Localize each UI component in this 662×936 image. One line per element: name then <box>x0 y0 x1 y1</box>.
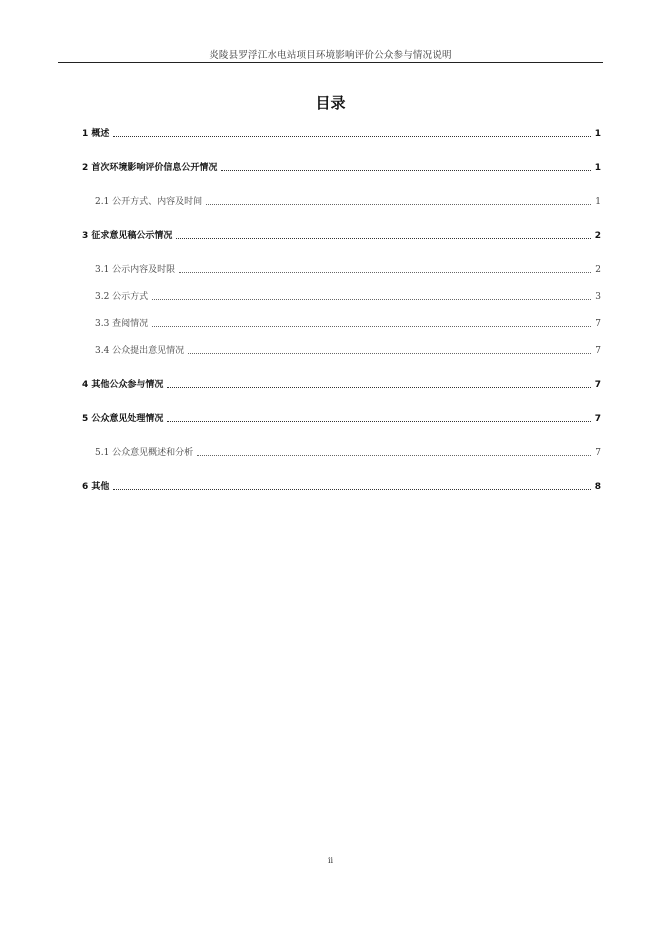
toc-entry-1[interactable] <box>82 126 601 140</box>
toc-entry-label: 3.3 查阅情况 <box>95 319 149 329</box>
toc-title: 目录 <box>315 94 346 112</box>
toc-entry-3-2[interactable] <box>95 289 601 303</box>
toc-dot-leader <box>197 455 591 456</box>
page-number: ii <box>327 856 334 865</box>
toc-dot-leader <box>167 387 590 388</box>
toc-entry-2[interactable] <box>82 160 601 174</box>
toc-entry-3[interactable] <box>82 228 601 242</box>
toc-entry-6[interactable] <box>82 479 601 493</box>
toc-entry-label: 3.1 公示内容及时限 <box>95 265 176 275</box>
toc-entry-3-1[interactable] <box>95 262 601 276</box>
toc-entry-page: 7 <box>595 448 601 458</box>
toc-dot-leader <box>179 272 591 273</box>
toc-entry-3-3[interactable] <box>95 316 601 330</box>
toc-entry-page: 8 <box>594 482 601 492</box>
toc-entry-page: 7 <box>594 380 601 390</box>
toc-dot-leader <box>113 136 590 137</box>
header-rule <box>58 62 603 63</box>
toc-entry-5-1[interactable] <box>95 445 601 459</box>
toc-entry-2-1[interactable] <box>95 194 601 208</box>
toc-dot-leader <box>206 204 591 205</box>
toc-entry-page: 1 <box>595 197 601 207</box>
toc-entry-page: 2 <box>594 231 601 241</box>
toc-entry-page: 3 <box>595 292 601 302</box>
toc-entry-3-4[interactable] <box>95 343 601 357</box>
toc-entry-label: 3 征求意见稿公示情况 <box>82 231 173 241</box>
toc-entry-label: 4 其他公众参与情况 <box>82 380 164 390</box>
running-header: 炎陵县罗浮江水电站项目环境影响评价公众参与情况说明 <box>209 50 452 61</box>
toc-entry-page: 7 <box>595 346 601 356</box>
toc-dot-leader <box>152 326 591 327</box>
toc-entry-4[interactable] <box>82 377 601 391</box>
toc-entry-label: 5 公众意见处理情况 <box>82 414 164 424</box>
toc-entry-label: 3.4 公众提出意见情况 <box>95 346 185 356</box>
toc-entry-page: 7 <box>594 414 601 424</box>
toc-entry-label: 1 概述 <box>82 129 110 139</box>
toc-entry-page: 1 <box>594 163 601 173</box>
toc-entry-label: 6 其他 <box>82 482 110 492</box>
toc-dot-leader <box>188 353 591 354</box>
toc-entry-page: 1 <box>594 129 601 139</box>
toc-entry-label: 3.2 公示方式 <box>95 292 149 302</box>
toc-entry-label: 2 首次环境影响评价信息公开情况 <box>82 163 218 173</box>
toc-entry-page: 7 <box>595 319 601 329</box>
toc-entry-page: 2 <box>595 265 601 275</box>
toc-entry-label: 5.1 公众意见概述和分析 <box>95 448 194 458</box>
toc-dot-leader <box>176 238 590 239</box>
toc-entry-label: 2.1 公开方式、内容及时间 <box>95 197 203 207</box>
toc-dot-leader <box>113 489 590 490</box>
toc-dot-leader <box>167 421 590 422</box>
toc-dot-leader <box>152 299 591 300</box>
toc-dot-leader <box>221 170 590 171</box>
toc-entry-5[interactable] <box>82 411 601 425</box>
